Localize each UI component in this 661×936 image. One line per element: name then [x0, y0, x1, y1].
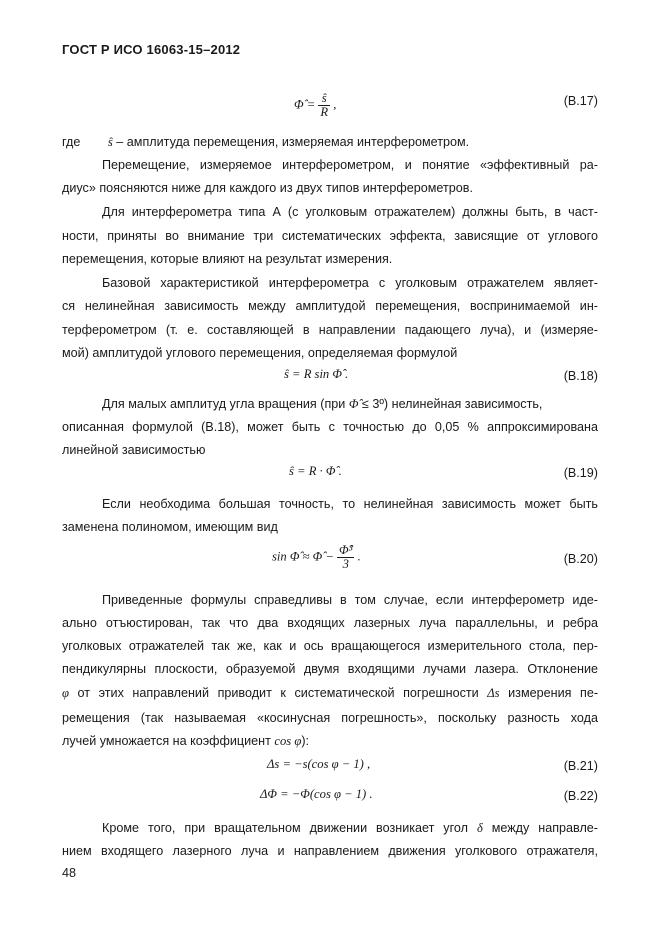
- equation-b18: [62, 367, 598, 389]
- equation-tail: .: [357, 549, 361, 564]
- text-fragment: между направле-: [491, 821, 598, 835]
- equation-b21: [62, 757, 598, 779]
- text-fragment: ≤ 3º) нелинейная зависимость,: [361, 397, 543, 411]
- text-fragment: ):: [301, 734, 310, 748]
- paragraph-line: [62, 733, 598, 749]
- math-symbol: Φ̂: [348, 397, 359, 411]
- equation-tail: ,: [333, 97, 337, 112]
- math-symbol: cos φ: [274, 734, 302, 748]
- where-prefix: где: [62, 135, 81, 149]
- page-number: 48: [62, 866, 77, 880]
- equation-number: (В.22): [563, 789, 598, 803]
- paragraph-line: [62, 685, 598, 701]
- equation-b17: [62, 91, 598, 119]
- paragraph-line: нием входящего лазерного луча и направлением движения уголкового отражателя,: [62, 844, 598, 858]
- equation-b19: [62, 464, 598, 486]
- paragraph-line: ности, приняты во внимание три систематических эффекта, зависящие от углового: [62, 229, 598, 243]
- paragraph-line: ся нелинейная зависимость между амплитудой перемещения, воспринимаемой ин-: [62, 299, 598, 313]
- paragraph-line: уголковых отражателей так же, как и ось вращающегося измерительного стола, пер-: [62, 639, 598, 653]
- equation-number: (В.18): [563, 369, 598, 383]
- paragraph-line: линейной зависимостью: [62, 443, 206, 457]
- equation-number: (В.20): [563, 552, 598, 566]
- equation-formula: ŝ = R sin Φ̂ .: [284, 367, 349, 381]
- equation-number: (В.19): [563, 466, 598, 480]
- paragraph-line: Перемещение, измеряемое интерферометром, и понятие «эффективный ра-: [102, 158, 598, 172]
- equation-number: (В.21): [563, 759, 598, 773]
- paragraph-line: терферометром (т. е. составляющей в направлении падающего луча), и (измеряе-: [62, 323, 598, 337]
- paragraph-line: Для интерферометра типа А (с уголковым отражателем) должны быть, в част-: [102, 205, 598, 219]
- document-header: ГОСТ Р ИСО 16063-15–2012: [62, 42, 241, 57]
- math-symbol: δ: [476, 821, 483, 835]
- equation-formula: ŝ = R · Φ̂ .: [289, 464, 342, 478]
- equation-b22: [62, 787, 598, 809]
- paragraph-line: диус» поясняются ниже для каждого из двух типов интерферометров.: [62, 181, 473, 195]
- paragraph-line: ально отъюстирован, так что два входящих лазерных луча параллельны, и ребра: [62, 616, 598, 630]
- paragraph-line: описанная формулой (В.18), может быть с точностью до 0,05 % аппроксимирована: [62, 420, 598, 434]
- where-clause: [62, 134, 598, 150]
- fraction-denominator: 3: [342, 557, 349, 571]
- text-fragment: лучей умножается на коэффициент: [62, 734, 271, 748]
- paragraph-line: перемещения, которые влияют на результат измерения.: [62, 252, 393, 266]
- text-fragment: измерения пе-: [508, 686, 599, 700]
- where-symbol: ŝ: [107, 135, 113, 149]
- paragraph-line: Базовой характеристикой интерферометра с уголковым отражателем являет-: [102, 276, 598, 290]
- math-symbol: φ: [62, 686, 69, 700]
- math-symbol: Δs: [487, 686, 500, 700]
- paragraph-line: Приведенные формулы справедливы в том случае, если интерферометр иде-: [102, 593, 598, 607]
- paragraph-line: [102, 820, 598, 836]
- paragraph-line: [102, 396, 598, 412]
- paragraph-line: ремещения (так называемая «косинусная погрешность», поскольку разность хода: [62, 711, 598, 725]
- paragraph-line: пендикулярны плоскости, образуемой двумя входящими лучами лазера. Отклонение: [62, 662, 598, 676]
- paragraph-line: Если необходима большая точность, то нелинейная зависимость может быть: [102, 497, 598, 511]
- equation-formula: Δs = −s(cos φ − 1) ,: [267, 757, 371, 771]
- text-fragment: Кроме того, при вращательном движении возникает угол: [102, 821, 468, 835]
- equation-lhs: Φ̂ =: [294, 97, 316, 112]
- fraction: [337, 544, 354, 571]
- equation-number: (В.17): [563, 94, 598, 108]
- fraction: [318, 92, 330, 119]
- where-text: – амплитуда перемещения, измеряемая интерферометром.: [116, 135, 470, 149]
- equation-b20: [62, 543, 598, 571]
- fraction-numerator: Φ̂³: [339, 543, 353, 557]
- fraction-numerator: ŝ: [318, 92, 330, 106]
- text-fragment: Для малых амплитуд угла вращения (при: [102, 397, 346, 411]
- equation-formula: ΔΦ = −Φ(cos φ − 1) .: [260, 787, 373, 801]
- paragraph-line: заменена полиномом, имеющим вид: [62, 520, 278, 534]
- fraction-denominator: R: [320, 105, 329, 119]
- text-fragment: от этих направлений приводит к систематической погрешности: [77, 686, 479, 700]
- equation-lhs: sin Φ̂ ≈ Φ̂ −: [272, 549, 334, 564]
- paragraph-line: мой) амплитудой углового перемещения, определяемая формулой: [62, 346, 458, 360]
